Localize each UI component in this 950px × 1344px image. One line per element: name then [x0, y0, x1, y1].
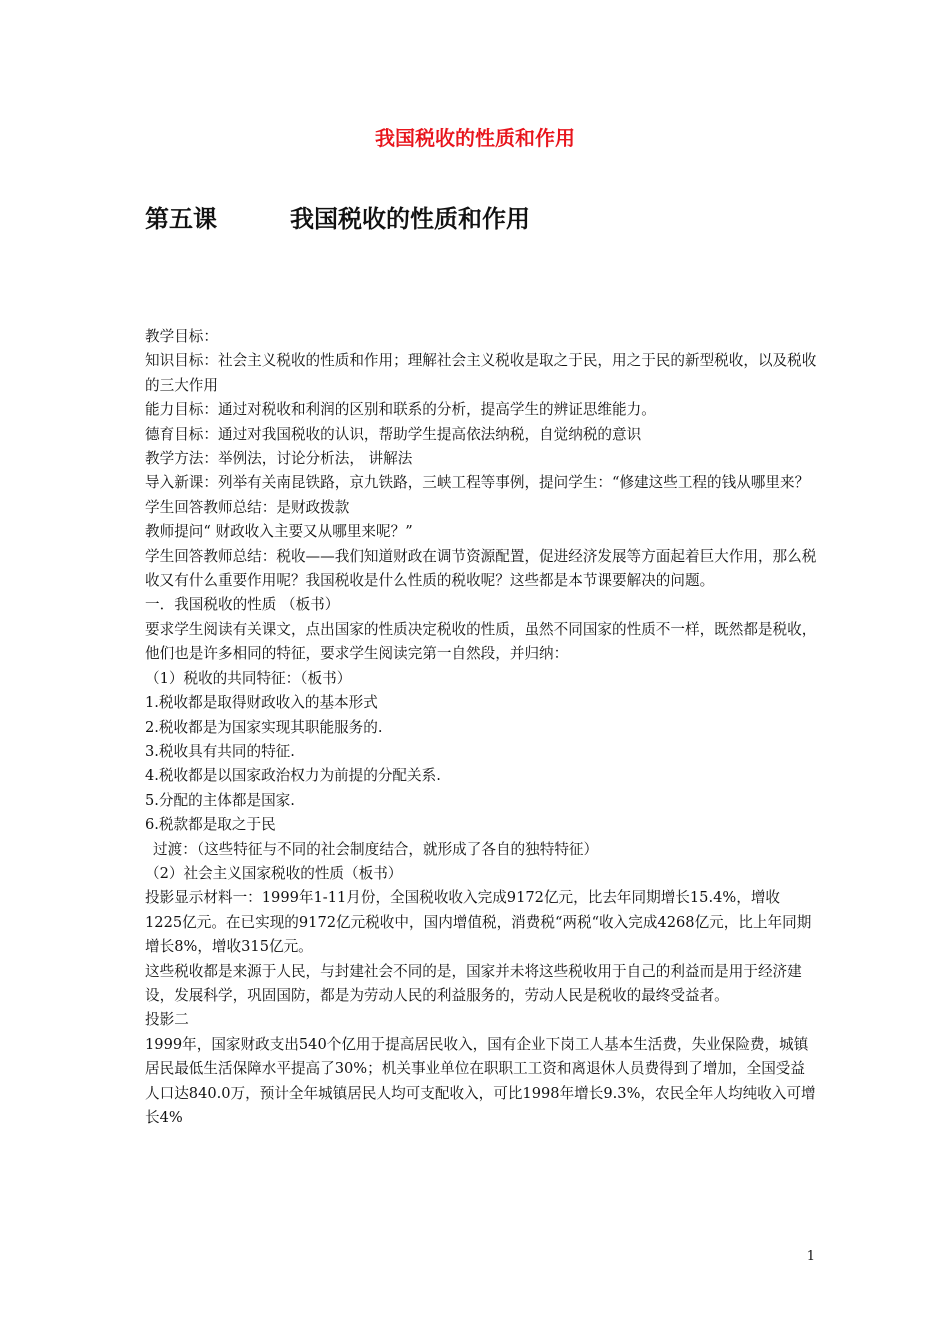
paragraph-projection-two-label: 投影二	[145, 1011, 189, 1029]
paragraph-teaching-goals: 教学目标：	[145, 328, 218, 345]
list-item: 1.税收都是取得财政收入的基本形式	[145, 694, 378, 712]
paragraph-introduction: 导入新课：列举有关南昆铁路，京九铁路，三峡工程等事例，提问学生：“修建这些工程的钱从哪里来？	[145, 474, 810, 492]
subheading-common-features: （1）税收的共同特征：（板书）	[145, 669, 352, 687]
subheading-socialist-tax-nature: （2）社会主义国家税收的性质（板书）	[145, 864, 403, 882]
paragraph-ability-goal: 能力目标：通过对税收和利润的区别和联系的分析，提高学生的辨证思维能力。	[145, 401, 656, 419]
list-item: 4.税收都是以国家政治权力为前提的分配关系.	[145, 767, 441, 785]
paragraph-teaching-method: 教学方法：举例法，讨论分析法， 讲解法	[145, 450, 413, 468]
paragraph-student-answer-1: 学生回答教师总结：是财政拨款	[145, 498, 350, 516]
paragraph-tax-source: 这些税收都是来源于人民，与封建社会不同的是，国家并未将这些税收用于自己的利益而是用于经济建设，发展科学，巩固国防，都是为劳动人民的利益服务的，劳动人民是税收的最终受益者。	[145, 962, 802, 1004]
paragraph-material-one: 投影显示材料一：1999年1-11月份，全国税收收入完成9172亿元，比去年同期增长15.4%，增收1225亿元。在已实现的9172亿元税收中，国内增值税，消费税“两税“收入完成4268亿元，比上年同期增长8%，增收315亿元。	[145, 889, 812, 956]
lesson-heading	[145, 202, 805, 236]
paragraph-transition: 过渡：（这些特征与不同的社会制度结合，就形成了各自的独特特征）	[153, 840, 599, 858]
paragraph-teacher-question: 教师提问“ 财政收入主要又从哪里来呢？”	[145, 523, 413, 541]
lesson-body	[145, 325, 817, 1130]
paragraph-material-two: 1999年，国家财政支出540个亿用于提高居民收入，国有企业下岗工人基本生活费，失业保险费，城镇居民最低生活保障水平提高了30%；机关事业单位在职职工工资和离退休人员费得到了增加，全国受益人口达840.0万，预计全年城镇居民人均可支配收入，可比1998年增长9.3%，农民全年人均纯收入可增长4%	[145, 1035, 816, 1126]
lesson-number: 第五课	[145, 205, 217, 233]
section-heading-tax-nature: 一．我国税收的性质 （板书）	[145, 596, 340, 614]
list-item: 2.税收都是为国家实现其职能服务的.	[145, 718, 383, 736]
lesson-title: 我国税收的性质和作用	[290, 205, 530, 233]
document-title: 我国税收的性质和作用	[375, 126, 575, 150]
paragraph-reading-requirement: 要求学生阅读有关课文，点出国家的性质决定税收的性质，虽然不同国家的性质不一样，既然都是税收，他们也是许多相同的特征，要求学生阅读完第一自然段，并归纳：	[145, 620, 817, 663]
page-number: 1	[806, 1249, 815, 1264]
paragraph-moral-goal: 德育目标：通过对我国税收的认识，帮助学生提高依法纳税，自觉纳税的意识	[145, 425, 642, 443]
list-item: 3.税收具有共同的特征.	[145, 742, 295, 760]
paragraph-student-answer-2: 学生回答教师总结：税收——我们知道财政在调节资源配置，促进经济发展等方面起着巨大作用，那么税收又有什么重要作用呢？我国税收是什么性质的税收呢？这些都是本节课要解决的问题。	[145, 547, 817, 590]
list-item: 5.分配的主体都是国家.	[145, 791, 295, 809]
list-item: 6.税款都是取之于民	[145, 816, 276, 834]
paragraph-knowledge-goal: 知识目标：社会主义税收的性质和作用；理解社会主义税收是取之于民，用之于民的新型税收，以及税收的三大作用	[145, 352, 817, 394]
